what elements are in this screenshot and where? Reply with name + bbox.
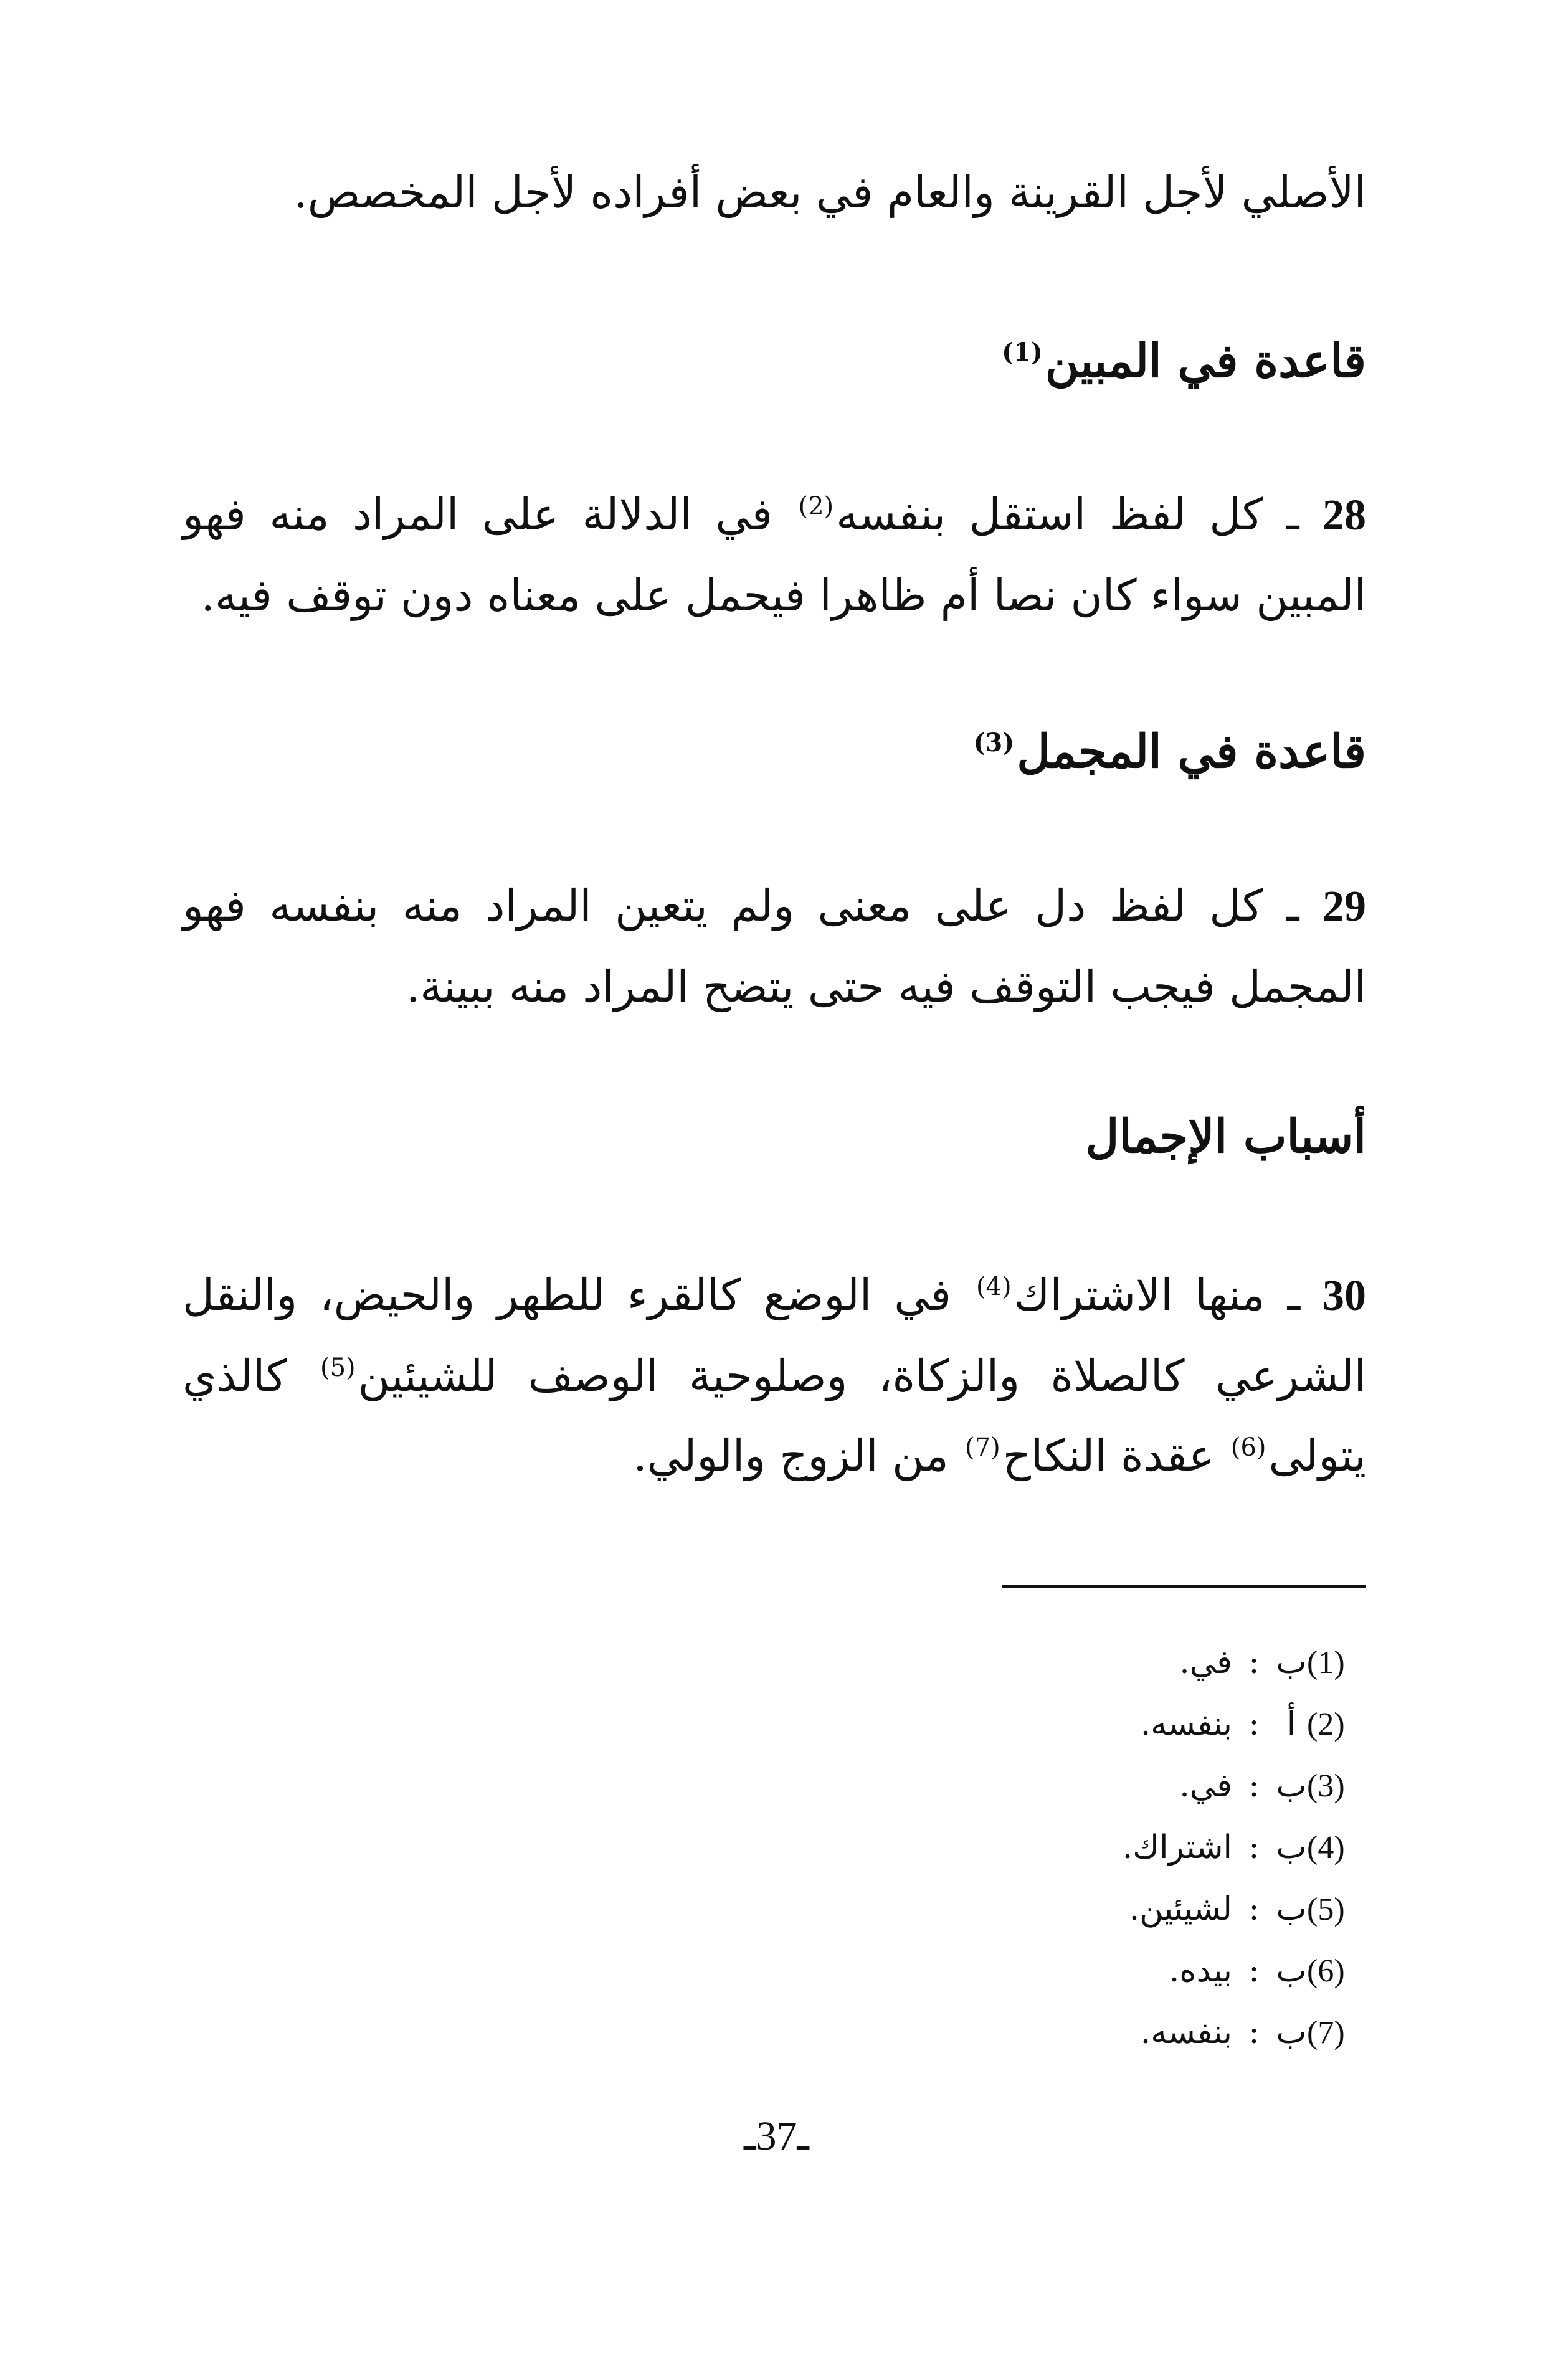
paragraph-number-30: 30	[1322, 1272, 1366, 1320]
paragraph-30-seg-5: من الزوج والولي.	[633, 1430, 949, 1481]
paragraph-29-text: كل لفظ دل على معنى ولم يتعين المراد منه بنفسه فهو المجمل فيجب التوقف فيه حتى يتضح المراد منه ببينة.	[183, 880, 1366, 1012]
paragraph-30	[183, 1255, 1366, 1496]
footnote-item	[805, 1817, 1366, 1879]
paragraph-dash: ـ	[1287, 1269, 1301, 1320]
footnote-separator: :	[1248, 1644, 1260, 1681]
footnote-number: (4)	[1307, 1830, 1345, 1866]
footnote-manuscript: ب	[1276, 1829, 1307, 1866]
heading-mujmal	[971, 718, 1366, 786]
footnote-ref-1: (1)	[1002, 338, 1043, 367]
continuation-text: الأصلي لأجل القرينة والعام في بعض أفراده لأجل المخصص.	[293, 167, 1366, 218]
paragraph-30-seg-1: منها الاشتراك	[1014, 1269, 1265, 1320]
footnote-separator: :	[1248, 1952, 1260, 1989]
footnote-ref-7: (7)	[965, 1433, 1000, 1462]
footnote-separator: :	[1248, 1829, 1260, 1866]
footnote-text: بنفسه.	[1140, 2014, 1232, 2051]
footnote-manuscript: ب	[1276, 1952, 1307, 1989]
footnote-number: (3)	[1307, 1768, 1345, 1804]
heading-asbab	[1086, 1102, 1366, 1171]
footnote-number: (7)	[1307, 2015, 1345, 2050]
paragraph-dash: ـ	[1286, 489, 1299, 540]
heading-mubayyan-text: قاعدة في المبين	[1045, 334, 1366, 388]
paragraph-30-seg-2: في الوضع كالقرء للطهر والحيض، والنقل الشرعي كالصلاة والزكاة، وصلوحية الوصف للشيئين	[183, 1269, 1366, 1401]
page-number: ـ37ـ	[744, 2113, 809, 2159]
footnote-number: (2)	[1307, 1707, 1345, 1742]
footnote-text: في.	[1179, 1767, 1232, 1804]
footnote-separator: :	[1248, 1890, 1260, 1928]
footnote-divider	[1002, 1585, 1366, 1588]
footnote-manuscript: أ	[1286, 1705, 1296, 1743]
footnote-ref-2: (2)	[798, 491, 834, 521]
footnote-manuscript: ب	[1276, 2014, 1307, 2051]
footnote-item	[805, 1755, 1366, 1817]
footnote-text: اشتراك.	[1122, 1829, 1232, 1866]
paragraph-dash: ـ	[1286, 880, 1299, 931]
footnote-text: بيده.	[1169, 1952, 1232, 1989]
footnote-number: (5)	[1307, 1892, 1345, 1927]
footnote-text: في.	[1179, 1644, 1232, 1681]
paragraph-29	[183, 866, 1366, 1026]
footnote-ref-6: (6)	[1230, 1433, 1266, 1462]
footnote-item	[805, 1694, 1366, 1755]
footnote-text: بنفسه.	[1140, 1705, 1232, 1743]
footnote-number: (6)	[1307, 1953, 1345, 1989]
paragraph-28-text-b: في الدلالة على المراد منه فهو المبين سواء كان نصا أم ظاهرا فيحمل على معناه دون توقف فيه.	[183, 489, 1366, 621]
paragraph-30-seg-3: كالذي يتولى	[183, 1350, 1366, 1481]
heading-mubayyan	[999, 327, 1366, 396]
heading-asbab-text: أسباب الإجمال	[1085, 1110, 1366, 1164]
footnote-ref-4: (4)	[976, 1272, 1012, 1301]
footnote-manuscript: ب	[1276, 1767, 1307, 1804]
footnote-item	[805, 1879, 1366, 1940]
paragraph-30-seg-4: عقدة النكاح	[1002, 1430, 1215, 1481]
paragraph-28-text-a: كل لفظ استقل بنفسه	[836, 489, 1263, 540]
footnote-manuscript: ب	[1276, 1890, 1307, 1928]
footnote-ref-3: (3)	[973, 728, 1015, 758]
footnote-separator: :	[1248, 1705, 1260, 1743]
footnote-number: (1)	[1307, 1645, 1345, 1681]
footnote-item	[805, 2002, 1366, 2064]
footnote-separator: :	[1248, 1767, 1260, 1804]
paragraph-number-28: 28	[1322, 491, 1366, 539]
footnote-ref-5: (5)	[320, 1353, 356, 1382]
paragraph-number-29: 29	[1322, 883, 1366, 931]
footnote-item	[805, 1940, 1366, 2002]
paragraph-28	[183, 475, 1366, 635]
footnote-separator: :	[1248, 2014, 1260, 2051]
heading-mujmal-text: قاعدة في المجمل	[1017, 725, 1366, 779]
footnotes-list	[805, 1632, 1366, 2064]
footnote-manuscript: ب	[1276, 1644, 1307, 1681]
continuation-line	[183, 153, 1366, 232]
footnote-text: لشيئين.	[1129, 1890, 1232, 1928]
footnote-item	[805, 1632, 1366, 1694]
